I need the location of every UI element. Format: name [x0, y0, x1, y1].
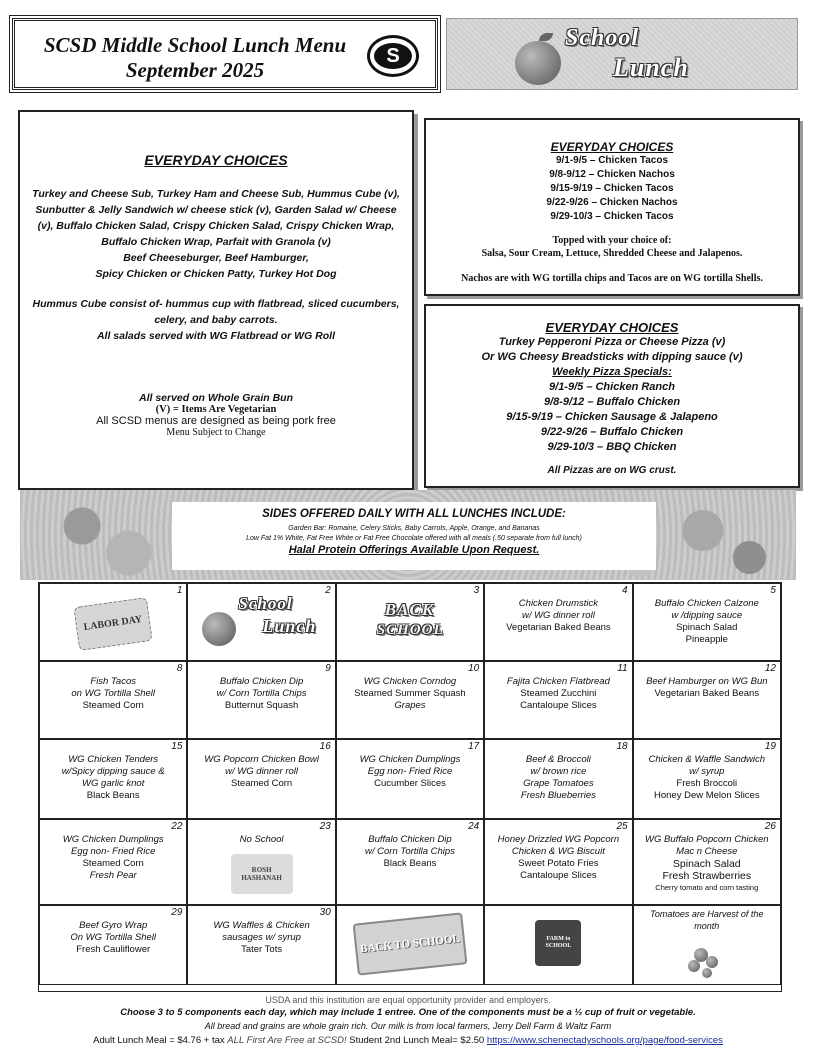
everyday-heading: EVERYDAY CHOICES	[144, 152, 288, 168]
calendar-grid	[38, 582, 782, 992]
footer	[0, 994, 816, 1048]
items-line: Spicy Chicken or Chicken Patty, Turkey Hot Dog	[95, 268, 337, 280]
calendar-day-11	[484, 661, 632, 739]
image-word-lunch: Lunch	[613, 53, 689, 82]
nachos-note: Nachos are with WG tortilla chips and Tacos are on WG tortilla Shells.	[461, 273, 763, 284]
menu-line: Cucumber Slices	[374, 778, 446, 789]
calendar-day-18	[484, 739, 632, 819]
menu-line: w/ brown rice	[530, 766, 587, 777]
calendar-day-1	[39, 583, 187, 661]
calendar-back-to-school	[336, 905, 484, 985]
menu-line: Vegetarian Baked Beans	[506, 622, 611, 633]
vegetarian-note: (V) = Items Are Vegetarian	[155, 404, 277, 415]
day-number: 23	[319, 821, 331, 832]
day-number: 4	[622, 585, 628, 596]
calendar-day-24	[336, 819, 484, 905]
calendar-day-25	[484, 819, 632, 905]
tomato-icon	[688, 960, 700, 972]
items-line: Buffalo Chicken Wrap, Parfait with Granola (v)	[101, 236, 331, 248]
image-word-school: School	[565, 25, 640, 51]
tacos-nachos-box	[424, 118, 800, 296]
items-line: Turkey and Cheese Sub, Turkey Ham and Cheese Sub, Hummus Cube (v),	[32, 188, 400, 200]
menu-line: Egg non- Fried Rice	[70, 846, 156, 857]
entree: WG Chicken Corndog	[363, 676, 457, 687]
everyday-choices-main-box	[18, 110, 414, 490]
pizza-special: 9/29-10/3 – BBQ Chicken	[547, 441, 677, 453]
menu-line: Spinach Salad	[676, 622, 738, 633]
menu-line: w/Spicy dipping sauce &	[61, 766, 165, 777]
calendar-day-2	[187, 583, 335, 661]
tacos-week: 9/1-9/5 – Chicken Tacos	[555, 155, 669, 166]
tacos-week: 9/29-10/3 – Chicken Tacos	[550, 211, 674, 222]
topped-line-2: Salsa, Sour Cream, Lettuce, Shredded Cheese and Jalapenos.	[481, 248, 743, 259]
back-word: BACK	[384, 600, 435, 619]
tacos-week: 9/15-9/19 – Chicken Tacos	[550, 183, 674, 194]
pizza-special: 9/15-9/19 – Chicken Sausage & Jalapeno	[506, 411, 718, 423]
food-services-link[interactable]: https://www.schenectadyschools.org/page/food-services	[486, 1035, 723, 1046]
sides-banner	[20, 490, 796, 580]
pizza-box	[424, 304, 800, 488]
day-number: 19	[764, 741, 776, 752]
prices-line	[0, 1033, 816, 1048]
entree: WG Chicken Dumplings	[62, 834, 164, 845]
hummus-note	[28, 296, 404, 344]
menu-line: w/ Corn Tortilla Chips	[365, 846, 455, 857]
entree: Beef Gyro Wrap	[79, 920, 148, 931]
entree: Fajita Chicken Flatbread	[506, 676, 610, 687]
menu-line: Tater Tots	[241, 944, 283, 955]
entree: Fish Tacos	[90, 676, 136, 687]
menu-line: w/ syrup	[689, 766, 725, 777]
pizza-specials-heading: Weekly Pizza Specials:	[552, 366, 672, 378]
bread-milk-note	[0, 1020, 816, 1033]
menu-line: Fresh Cauliflower	[76, 944, 151, 955]
lunch-word: Lunch	[262, 616, 317, 636]
menu-line: Steamed Corn	[82, 858, 144, 869]
menu-line: Vegetarian Baked Beans	[654, 688, 760, 699]
day-number: 29	[171, 907, 183, 918]
calendar-day-26	[633, 819, 781, 905]
rosh-hashanah-text: ROSH HASHANAH	[241, 866, 282, 882]
menu-line: Fresh Broccoli	[676, 778, 738, 789]
entree: WG Waffles & Chicken	[213, 920, 310, 931]
entree: Beef Hamburger on WG Bun	[646, 676, 768, 687]
pizza-crust-note: All Pizzas are on WG crust.	[547, 465, 677, 476]
day-number: 25	[616, 821, 628, 832]
adult-price: Adult Lunch Meal = $4.76 + tax	[93, 1035, 225, 1046]
calendar-day-15	[39, 739, 187, 819]
day-number: 26	[764, 821, 776, 832]
calendar-day-29	[39, 905, 187, 985]
menu-line: Grape Tomatoes	[523, 778, 594, 789]
calendar-day-16	[187, 739, 335, 819]
tomato-icon	[706, 956, 718, 968]
items-line: (v), Buffalo Chicken Salad, Crispy Chicken Salad, Crispy Chicken Wrap,	[37, 220, 395, 232]
subject-to-change: Menu Subject to Change	[166, 427, 266, 438]
rosh-hashanah-icon	[231, 854, 293, 894]
day-number: 1	[176, 585, 183, 596]
salads-line: All salads served with WG Flatbread or WG Roll	[96, 330, 336, 342]
usda-statement: USDA and this institution are equal opportunity provider and employers.	[265, 995, 551, 1005]
entree: Beef & Broccoli	[525, 754, 591, 765]
student-second-price: Student 2nd Lunch Meal= $2.50	[349, 1035, 485, 1046]
entree: WG Chicken Tenders	[68, 754, 159, 765]
menu-line: Steamed Corn	[230, 778, 293, 789]
entree: Buffalo Chicken Dip	[368, 834, 452, 845]
menu-line: Egg non- Fried Rice	[367, 766, 453, 777]
back-to-school-sign-icon	[353, 912, 468, 975]
first-free-note: ALL First Are Free at SCSD!	[227, 1035, 347, 1046]
pizza-special: 9/1-9/5 – Chicken Ranch	[549, 381, 675, 393]
entree: Chicken Drumstick	[518, 598, 598, 609]
menu-line: Fresh Pear	[89, 870, 137, 881]
choose-components: Choose 3 to 5 components each day, which may include 1 entree. One of the components must be a ½ cup of fruit or vegetable.	[120, 1007, 696, 1018]
school-word: School	[238, 594, 293, 613]
calendar-day-22	[39, 819, 187, 905]
calendar-day-30	[187, 905, 335, 985]
harvest-note: Tomatoes are Harvest of the month	[650, 909, 764, 931]
menu-line: Steamed Zucchini	[520, 688, 597, 699]
pizza-special: 9/22-9/26 – Buffalo Chicken	[540, 426, 684, 438]
calendar-day-23	[187, 819, 335, 905]
day-number: 16	[319, 741, 331, 752]
menu-line: Black Beans	[383, 858, 437, 869]
calendar-day-9	[187, 661, 335, 739]
day-number: 8	[176, 663, 183, 674]
tacos-weeks	[434, 154, 790, 224]
entree: Buffalo Chicken Dip	[219, 676, 304, 687]
calendar-day-19	[633, 739, 781, 819]
logo-letter: S	[374, 43, 412, 69]
tacos-heading: EVERYDAY CHOICES	[550, 140, 674, 154]
day-number: 12	[764, 663, 776, 674]
pizza-special: 9/8-9/12 – Buffalo Chicken	[543, 396, 681, 408]
menu-line: Steamed Summer Squash	[354, 688, 466, 699]
calendar-harvest-of-month	[633, 905, 781, 985]
back-to-school-text: BACK TO SCHOOL	[359, 932, 461, 956]
menu-line: Fresh Blueberries	[520, 790, 596, 801]
calendar-day-5	[633, 583, 781, 661]
menu-line: w/ WG dinner roll	[225, 766, 299, 777]
menu-line: Sweet Potato Fries	[518, 858, 599, 869]
entree: WG Buffalo Popcorn Chicken	[645, 834, 769, 845]
day-number: 30	[319, 907, 331, 918]
day-number: 3	[473, 585, 480, 596]
items-line: Beef Cheeseburger, Beef Hamburger,	[123, 252, 309, 264]
tasting-note: Cherry tomato and corn tasting	[655, 883, 759, 892]
entree: Buffalo Chicken Calzone	[654, 598, 759, 609]
menu-line: Butternut Squash	[224, 700, 299, 711]
calendar-day-10	[336, 661, 484, 739]
entree: WG Chicken Dumplings	[359, 754, 461, 765]
menu-line: w/ Corn Tortilla Chips	[216, 688, 307, 699]
menu-line: Grapes	[394, 700, 426, 711]
entree: Honey Drizzled WG Popcorn	[497, 834, 620, 845]
everyday-items	[28, 186, 404, 282]
page-title	[25, 33, 365, 83]
topped-line-1: Topped with your choice of:	[552, 235, 672, 246]
menu-line: Chicken & WG Biscuit	[511, 846, 605, 857]
halal-note: Halal Protein Offerings Available Upon Request.	[288, 544, 540, 556]
day-number: 2	[325, 585, 331, 596]
served-on-bun: All served on Whole Grain Bun	[138, 392, 294, 404]
school-lunch-image	[446, 18, 798, 90]
calendar-day-4	[484, 583, 632, 661]
day-number: 11	[617, 663, 628, 674]
apple-icon	[202, 612, 236, 646]
labor-day-icon	[73, 597, 152, 651]
day-number: 18	[616, 741, 628, 752]
calendar-day-3	[336, 583, 484, 661]
school-word: SCHOOL	[376, 622, 444, 638]
menu-line: On WG Tortilla Shell	[70, 932, 157, 943]
menu-line: Black Beans	[86, 790, 140, 801]
apple-icon	[515, 41, 561, 85]
menu-line: Honey Dew Melon Slices	[653, 790, 760, 801]
day-number: 22	[171, 821, 183, 832]
tacos-week: 9/8-9/12 – Chicken Nachos	[549, 169, 675, 180]
labor-day-text: LABOR DAY	[83, 613, 144, 634]
menu-line: Mac n Cheese	[676, 846, 738, 857]
day-number: 15	[171, 741, 183, 752]
menu-line: w /dipping sauce	[671, 610, 743, 621]
menu-line: sausages w/ syrup	[222, 932, 301, 943]
no-school-label: No School	[239, 834, 284, 845]
apple-leaf-icon	[539, 33, 553, 41]
calendar-day-17	[336, 739, 484, 819]
pizza-line: Turkey Pepperoni Pizza or Cheese Pizza (v)	[498, 336, 726, 348]
title-line-1: SCSD Middle School Lunch Menu	[43, 33, 347, 57]
menu-line: Steamed Corn	[82, 700, 144, 711]
sides-line-1: Garden Bar: Romaine, Celery Sticks, Baby Carrots, Apple, Orange, and Bananas	[288, 525, 540, 532]
farm-to-school-text: FARM to SCHOOL	[545, 936, 572, 949]
sides-text-box	[172, 502, 656, 570]
bread-text: All bread and grains are whole grain rich. Our milk is from local farmers, Jerry Dell Farm & Waltz Farm	[204, 1021, 612, 1031]
sides-heading: SIDES OFFERED DAILY WITH ALL LUNCHES INCLUDE:	[262, 508, 566, 520]
calendar-farm-to-school	[484, 905, 632, 985]
pizza-heading: EVERYDAY CHOICES	[545, 320, 679, 335]
tomato-icon	[702, 968, 712, 978]
calendar-day-8	[39, 661, 187, 739]
day-number: 5	[770, 585, 776, 596]
menu-line: on WG Tortilla Shell	[71, 688, 155, 699]
pork-free-note: All SCSD menus are designed as being pork free	[96, 415, 336, 427]
sides-line-2: Low Fat 1% White, Fat Free White or Fat Free Chocolate offered with all meals (.50 separate from full lunch)	[246, 535, 582, 542]
pizza-lines	[434, 335, 790, 478]
menu-line: Cantaloupe Slices	[520, 870, 597, 881]
pizza-line: Or WG Cheesy Breadsticks with dipping sauce (v)	[481, 351, 743, 363]
farm-to-school-icon	[535, 920, 581, 966]
tacos-week: 9/22-9/26 – Chicken Nachos	[546, 197, 678, 208]
day-number: 17	[468, 741, 480, 752]
menu-line: Fresh Strawberries	[662, 870, 752, 882]
items-line: Sunbutter & Jelly Sandwich w/ cheese stick (v), Garden Salad w/ Cheese	[35, 204, 397, 216]
hummus-line: Hummus Cube consist of- hummus cup with flatbread, sliced cucumbers,	[32, 298, 400, 310]
menu-line: Cantaloupe Slices	[520, 700, 597, 711]
title-line-2: September 2025	[125, 58, 265, 82]
entree: WG Popcorn Chicken Bowl	[204, 754, 319, 765]
menu-line: w/ WG dinner roll	[521, 610, 595, 621]
title-box	[12, 18, 438, 90]
day-number: 9	[325, 663, 331, 674]
menu-line: Pineapple	[685, 634, 728, 645]
day-number: 10	[468, 663, 480, 674]
menu-line: WG garlic knot	[82, 778, 145, 789]
calendar-day-12	[633, 661, 781, 739]
menu-line: Spinach Salad	[672, 858, 741, 870]
day-number: 24	[468, 821, 480, 832]
entree: Chicken & Waffle Sandwich	[648, 754, 766, 765]
hummus-line: celery, and baby carrots.	[154, 314, 278, 326]
scsd-logo-icon	[367, 35, 419, 77]
